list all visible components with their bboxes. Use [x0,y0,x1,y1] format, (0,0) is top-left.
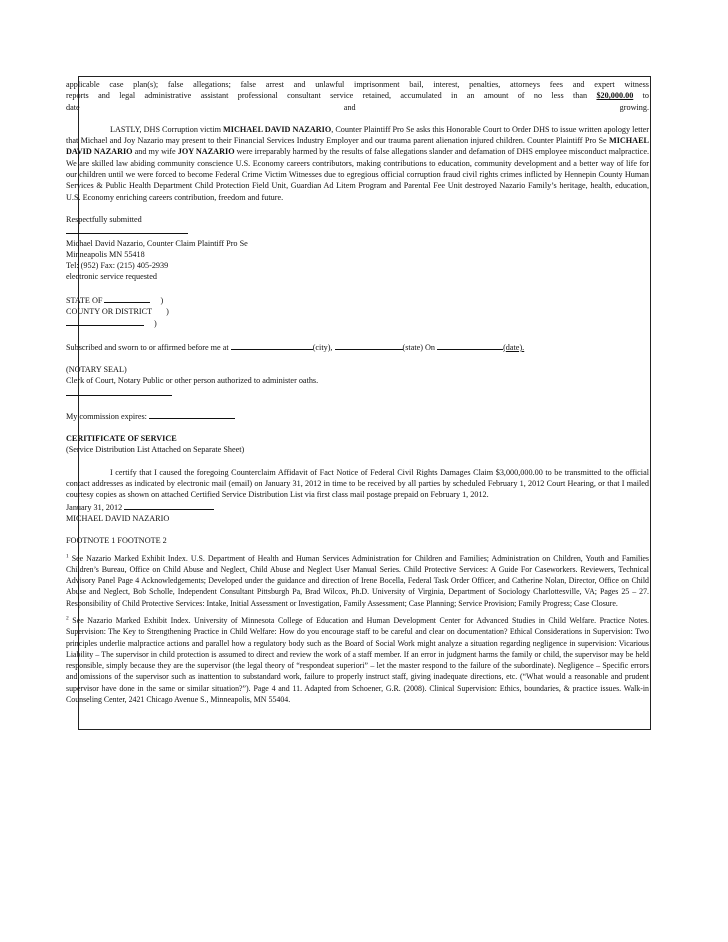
signature-line [66,225,649,237]
signer-phone: Tel: (952) Fax: (215) 405-2939 [66,261,169,271]
certificate-subtitle: (Service Distribution List Attached on Separate Sheet) [66,445,245,455]
venue-state: STATE OF ) [66,295,164,305]
respectfully-submitted: Respectfully submitted [66,214,142,224]
claims-line-2: reports and legal administrative assistant professional consultant service retained, accumulated in an amount of no less than $20,000.00 to [66,91,650,101]
document-body [66,79,649,705]
footnote-1: $^1$ See Nazario Marked Exhibit Index. U.S. Department of Health and Human Services Administration for Children and Families; Administration on Children, Youth and Families Children’s Bureau, Office on Child Abuse and Neglect, Child Abuse and Neglect User Manual Series. Child Protective Services: A Guide For Caseworkers. Reviewers, Technical Advisory Panel Page 4 Acknowledgements; Developed under the guidance and direction of Irene Bocella, Federal Task Order Officer, and Catherine Nolan, Director, Office on Child Abuse and Neglect, Bob Scholle, Independent Consultant Pittsburgh Pa, Brad Wilcox, Ph.D. University of Virginia, Department of Sociology Charlottesville, VA; Pages 25 – 27. Responsibility of Child Protective Services: Intake, Initial Assessment or Investigation, Family Assessment; Case Planning; Service Provision; Family Progress; Case Closure. [66,552,649,608]
notary-seal: (NOTARY SEAL) [66,364,127,374]
venue-county: COUNTY OR DISTRICT ) [66,307,169,317]
claims-line-3: date and growing. [66,102,649,112]
lastly-paragraph: LASTLY, DHS Corruption victim MICHAEL DAVID NAZARIO, Counter Plaintiff Pro Se asks this Honorable Court to Order DHS to issue written apology letter that Michael and Joy Nazario may present to their Financial Services Industry Employer and our trauma parent alienation injured children. Counter Plaintiff Pro Se MICHAEL DAVID NAZARIO and my wife JOY NAZARIO were irreparably harmed by the results of false allegations slander and defamation of DHS employee misconduct malpractice. We are skilled law abiding community conscience U.S. Economy careers contributors, making contributions to education, community development and a better way of life for our children until we were forced to become Federal Crime Victim Witnesses due to egregious official corruption fraud civil rights crimes inflicted by Hennepin County Human Services & Public Health Department Child Protection Field Unit, Guardian Ad Litem Program and Parental Fee Unit destroyed Nazario Family’s heritage, health, education, U.S. Economy enriching careers contribution, freedom and future. [66,124,649,202]
service-note: electronic service requested [66,272,157,282]
claim-amount: $20,000.00 [596,91,634,101]
claims-line-1: applicable case plan(s); false allegations; false arrest and unlawful imprisonment bail, interest, penalties, attorneys fees and expert witness [66,80,649,89]
certificate-name: MICHAEL DAVID NAZARIO [66,513,170,523]
signer-city: Minneapolis MN 55418 [66,249,145,259]
notary-signature-line [66,387,649,399]
certificate-date: January 31, 2012 [66,501,649,513]
commission-expires: My commission expires: [66,410,649,422]
venue-blank: ) [66,317,649,329]
certificate-body: I certify that I caused the foregoing Counterclaim Affidavit of Fact Notice of Federal Civil Rights Damages Claim $3,000,000.00 to be transmitted to the official contact addresses as indicated by electronic mail (email) on January 31, 2012 in time to be received by all parties by scheduled February 1, 2012 Court Hearing, or that I mailed courtesy copies as shown on attached Certified Service Distribution List via first class mail postage prepaid on February 1, 2012. [66,467,649,500]
certificate-title: CERITIFICATE OF SERVICE [66,434,177,444]
signer-name: Michael David Nazario, Counter Claim Plaintiff Pro Se [66,238,248,248]
sworn-line: Subscribed and sworn to or affirmed before me at (city), (state) On (date). [66,342,525,352]
footnotes-heading: FOOTNOTE 1 FOOTNOTE 2 [66,536,167,546]
footnote-2: $^2$ See Nazario Marked Exhibit Index. University of Minnesota College of Education and Human Development Center for Advanced Studies in Child Welfare. Practice Notes. Supervision: The Key to Strengthening Practice in Child Welfare: How do you encourage staff to be careful and clear on documentation? Ethical Considerations in Supervision: Two principles underlie malpractice actions and parallel how a regulatory body such as the Board of Social Work might analyze a situation regarding negligence in supervision: Vicarious Liability – The supervisor in child protection is assumed to direct and review the work of a staff member. If an error in judgment harms the family or child, the supervisor may be held responsible, simply because they are the supervisor (the legal theory of “respondeat superiori” – let the master respond to the failure of the subordinate). Negligence – Specific errors and omissions of the supervisor such as inattention to substandard work, failure to properly instruct staff, giving inadequate directions, etc. (“What would a reasonable and prudent supervisor have done in the same or similar situation?”). Page 4 and 11. Adapted from Schoener, G.R. (2008). Clinical Supervision: Ethics, boundaries, & practice issues. Walk-in Counseling Center, 2421 Chicago Avenue S., Minneapolis, MN 55404. [66,615,649,705]
notary-clerk: Clerk of Court, Notary Public or other person authorized to administer oaths. [66,376,319,386]
